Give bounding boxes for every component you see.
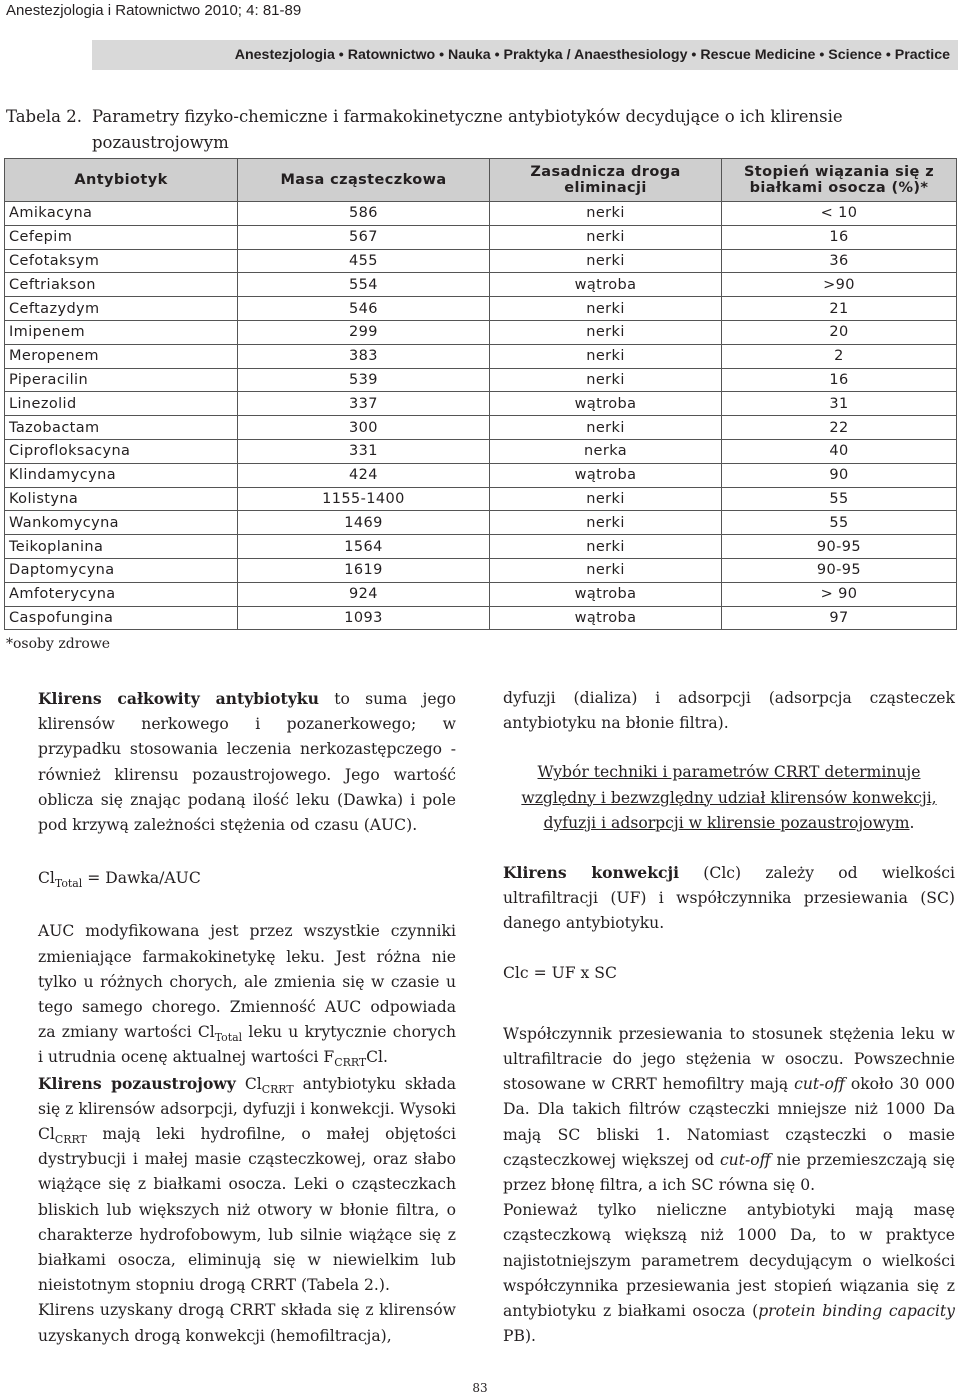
cell-elimination-route: nerki — [490, 320, 722, 344]
cell-elimination-route: nerki — [490, 416, 722, 440]
cell-elimination-route: wątroba — [490, 273, 722, 297]
cell-molecular-mass: 337 — [238, 392, 490, 416]
cell-antibiotic: Klindamycyna — [5, 463, 238, 487]
paragraph-technique-choice — [503, 760, 955, 836]
cell-molecular-mass: 455 — [238, 249, 490, 273]
paragraph-sieving-coefficient — [503, 1022, 955, 1198]
journal-reference: Anestezjologia i Ratownictwo 2010; 4: 81-89 — [6, 2, 302, 19]
cell-antibiotic: Linezolid — [5, 392, 238, 416]
table-row — [5, 368, 957, 392]
table-footnote: *osoby zdrowe — [6, 636, 111, 652]
cell-antibiotic: Imipenem — [5, 320, 238, 344]
cell-antibiotic: Teikoplanina — [5, 535, 238, 559]
cell-molecular-mass: 554 — [238, 273, 490, 297]
cell-antibiotic: Cefepim — [5, 225, 238, 249]
text-span: mają leki hydrofilne, o małej objętości dystrybucji i małej masie cząsteczkowej, oraz słabo wiążące się z białkami osocza. Leki o cząsteczkach bliskich lub większych niż otwory w błonie filtra, o charakterze hydrofobowym, lub silnie wiążące się z białkami osocza, eliminują się w niewielkim lub nieistotnym stopniu drogą CRRT (Tabela 2.). — [38, 1125, 456, 1295]
table-row — [5, 582, 957, 606]
cell-molecular-mass: 546 — [238, 297, 490, 321]
cell-elimination-route: nerki — [490, 297, 722, 321]
term-convection-clearance: Klirens konwekcji — [503, 863, 680, 883]
text-span: Ponieważ tylko nieliczne antybiotyki mają masę cząsteczkową większą niż 1000 Da, to w praktyce najistotniejszym parametrem decydującym o wielkości współczynnika przesiewania jest stopień wiązania się z antybiotyku z białkami osocza ( — [503, 1201, 955, 1321]
cell-elimination-route: nerki — [490, 249, 722, 273]
left-column — [38, 686, 456, 1349]
cell-molecular-mass: 1093 — [238, 606, 490, 630]
page-number: 83 — [472, 1381, 488, 1395]
underlined-text: Wybór techniki i parametrów CRRT determinuje względny i bezwzględny udział klirensów konwekcji, dyfuzji i adsorpcji w klirensie pozaustrojowym — [521, 763, 937, 832]
cell-molecular-mass: 300 — [238, 416, 490, 440]
cell-protein-binding: 22 — [722, 416, 957, 440]
cell-elimination-route: wątroba — [490, 392, 722, 416]
cell-protein-binding: 21 — [722, 297, 957, 321]
table-row — [5, 463, 957, 487]
table-row — [5, 202, 957, 226]
cell-protein-binding: 90-95 — [722, 558, 957, 582]
italic-term: cut-off — [719, 1150, 771, 1169]
table-row — [5, 511, 957, 535]
cell-protein-binding: 2 — [722, 344, 957, 368]
cell-molecular-mass: 331 — [238, 439, 490, 463]
cell-protein-binding: 20 — [722, 320, 957, 344]
text-span: około 30 000 Da. Dla takich filtrów cząsteczki mniejsze niż 1000 Da mają SC bliski 1. Natomiast cząsteczki o masie cząsteczkowej większej od — [503, 1075, 955, 1169]
cell-antibiotic: Cefotaksym — [5, 249, 238, 273]
table-caption-text: Parametry fizyko-chemiczne i farmakokinetyczne antybiotyków decydujące o ich klirensie pozaustrojowym — [92, 107, 843, 152]
paragraph-total-clearance — [38, 686, 456, 838]
cell-elimination-route: wątroba — [490, 463, 722, 487]
cell-elimination-route: nerki — [490, 487, 722, 511]
table-row — [5, 273, 957, 297]
header-molecular-mass: Masa cząsteczkowa — [238, 159, 490, 202]
table-row — [5, 558, 957, 582]
cell-antibiotic: Amfoterycyna — [5, 582, 238, 606]
text-span: PB). — [503, 1327, 536, 1346]
cell-protein-binding: >90 — [722, 273, 957, 297]
paragraph-protein-binding — [503, 1198, 955, 1349]
cell-antibiotic: Kolistyna — [5, 487, 238, 511]
formula-clc: Clc = UF x SC — [503, 963, 617, 982]
cell-elimination-route: nerki — [490, 511, 722, 535]
cell-molecular-mass: 299 — [238, 320, 490, 344]
table-row — [5, 344, 957, 368]
term-total-clearance: Klirens całkowity antybiotyku — [38, 689, 319, 708]
cell-molecular-mass: 586 — [238, 202, 490, 226]
cell-molecular-mass: 924 — [238, 582, 490, 606]
cell-protein-binding: 40 — [722, 439, 957, 463]
table-row — [5, 535, 957, 559]
paragraph-auc — [38, 919, 456, 1070]
cell-molecular-mass: 1564 — [238, 535, 490, 559]
text-span: AUC modyfikowana jest przez wszystkie czynniki zmieniające farmakokinetykę leku. Jest różna nie tylko u różnych chorych, ale zmienia się w czasie u tego samego chorego. Zmienność AUC odpowiada za zmiany wartości Cl — [38, 922, 456, 1042]
cell-antibiotic: Caspofungina — [5, 606, 238, 630]
cell-elimination-route: nerki — [490, 558, 722, 582]
cell-protein-binding: 90 — [722, 463, 957, 487]
cell-antibiotic: Daptomycyna — [5, 558, 238, 582]
cell-antibiotic: Wankomycyna — [5, 511, 238, 535]
cell-molecular-mass: 1469 — [238, 511, 490, 535]
subscript: Total — [214, 1031, 243, 1045]
cell-molecular-mass: 539 — [238, 368, 490, 392]
cell-protein-binding: 16 — [722, 225, 957, 249]
cell-protein-binding: 55 — [722, 511, 957, 535]
cell-molecular-mass: 424 — [238, 463, 490, 487]
cell-protein-binding: > 90 — [722, 582, 957, 606]
formula-part: = Dawka/AUC — [82, 869, 201, 888]
text-span: . — [909, 813, 915, 832]
right-column — [503, 686, 955, 1349]
text-span: Cl. — [366, 1048, 389, 1067]
cell-antibiotic: Amikacyna — [5, 202, 238, 226]
cell-elimination-route: nerki — [490, 368, 722, 392]
cell-molecular-mass: 1155-1400 — [238, 487, 490, 511]
table-row — [5, 249, 957, 273]
formula-subscript: Total — [54, 877, 83, 891]
text-span: (Clc) zależy od wielkości ultrafiltracji (UF) i współczynnika przesiewania (SC) danego antybiotyku. — [503, 864, 955, 933]
table-row — [5, 320, 957, 344]
table-row — [5, 439, 957, 463]
cell-elimination-route: nerki — [490, 202, 722, 226]
formula-part: Cl — [38, 869, 55, 888]
cell-protein-binding: 36 — [722, 249, 957, 273]
cell-antibiotic: Ciprofloksacyna — [5, 439, 238, 463]
paragraph-convection — [503, 860, 955, 937]
table-row — [5, 392, 957, 416]
table-row — [5, 416, 957, 440]
cell-molecular-mass: 383 — [238, 344, 490, 368]
text-span: to suma jego klirensów nerkowego i pozanerkowego; w przypadku stosowania leczenia nerkozastępczego - również klirensu pozaustrojowego. Jego wartość oblicza się znając podaną ilość leku (Dawka) i pole pod krzywą zależności stężenia od czasu (AUC). — [38, 690, 456, 835]
header-protein-binding: Stopień wiązania się z białkami osocza (%)* — [722, 159, 957, 202]
table-row — [5, 487, 957, 511]
paragraph-extracorporeal-clearance — [38, 1071, 456, 1299]
cell-antibiotic: Meropenem — [5, 344, 238, 368]
formula-cl-total — [38, 866, 456, 891]
paragraph-diffusion: dyfuzji (dializa) i adsorpcji (adsorpcja cząsteczek antybiotyku na błonie filtra). — [503, 689, 955, 733]
text-span: leku u krytycznie chorych i utrudnia ocenę aktualnej wartości F — [38, 1023, 457, 1067]
cell-antibiotic: Ceftazydym — [5, 297, 238, 321]
cell-antibiotic: Ceftriakson — [5, 273, 238, 297]
text-span: antybiotyku składa się z klirensów adsorpcji, dyfuzji i konwekcji. Wysoki Cl — [38, 1074, 457, 1144]
cell-antibiotic: Tazobactam — [5, 416, 238, 440]
cell-molecular-mass: 1619 — [238, 558, 490, 582]
antibiotics-table — [4, 158, 957, 630]
subscript: CRRT — [54, 1132, 87, 1146]
cell-elimination-route: wątroba — [490, 606, 722, 630]
table-row — [5, 297, 957, 321]
cell-elimination-route: nerki — [490, 344, 722, 368]
cell-protein-binding: 90-95 — [722, 535, 957, 559]
term-extracorporeal-clearance: Klirens pozaustrojowy — [38, 1073, 236, 1093]
cell-elimination-route: wątroba — [490, 582, 722, 606]
italic-term: protein binding capacity — [758, 1302, 955, 1321]
text-span: nie przemieszczają się przez błonę filtra, a ich SC równa się 0. — [503, 1150, 955, 1195]
table-row — [5, 225, 957, 249]
cell-protein-binding: 55 — [722, 487, 957, 511]
text-span: Cl — [235, 1074, 262, 1093]
header-antibiotic: Antybiotyk — [5, 159, 238, 202]
cell-protein-binding: 97 — [722, 606, 957, 630]
cell-protein-binding: 31 — [722, 392, 957, 416]
cell-protein-binding: < 10 — [722, 202, 957, 226]
cell-elimination-route: nerki — [490, 225, 722, 249]
table-header-row — [5, 159, 957, 202]
subscript: CRRT — [261, 1082, 294, 1096]
cell-elimination-route: nerka — [490, 439, 722, 463]
italic-term: cut-off — [794, 1075, 845, 1094]
table-label: Tabela 2. — [6, 107, 82, 126]
paragraph-crrt-clearance: Klirens uzyskany drogą CRRT składa się z klirensów uzyskanych drogą konwekcji (hemofiltracja), — [38, 1301, 456, 1345]
table-row — [5, 606, 957, 630]
subscript: CRRT — [334, 1056, 367, 1070]
header-elimination-route: Zasadnicza droga eliminacji — [490, 159, 722, 202]
cell-elimination-route: nerki — [490, 535, 722, 559]
cell-protein-binding: 16 — [722, 368, 957, 392]
journal-banner: Anestezjologia • Ratownictwo • Nauka • Praktyka / Anaesthesiology • Rescue Medicine • Science • Practice — [92, 40, 958, 70]
cell-antibiotic: Piperacilin — [5, 368, 238, 392]
cell-molecular-mass: 567 — [238, 225, 490, 249]
text-span: Współczynnik przesiewania to stosunek stężenia leku w ultrafiltracie do jego stężenia w osoczu. Powszechnie stosowane w CRRT hemofiltry mają — [503, 1024, 955, 1094]
